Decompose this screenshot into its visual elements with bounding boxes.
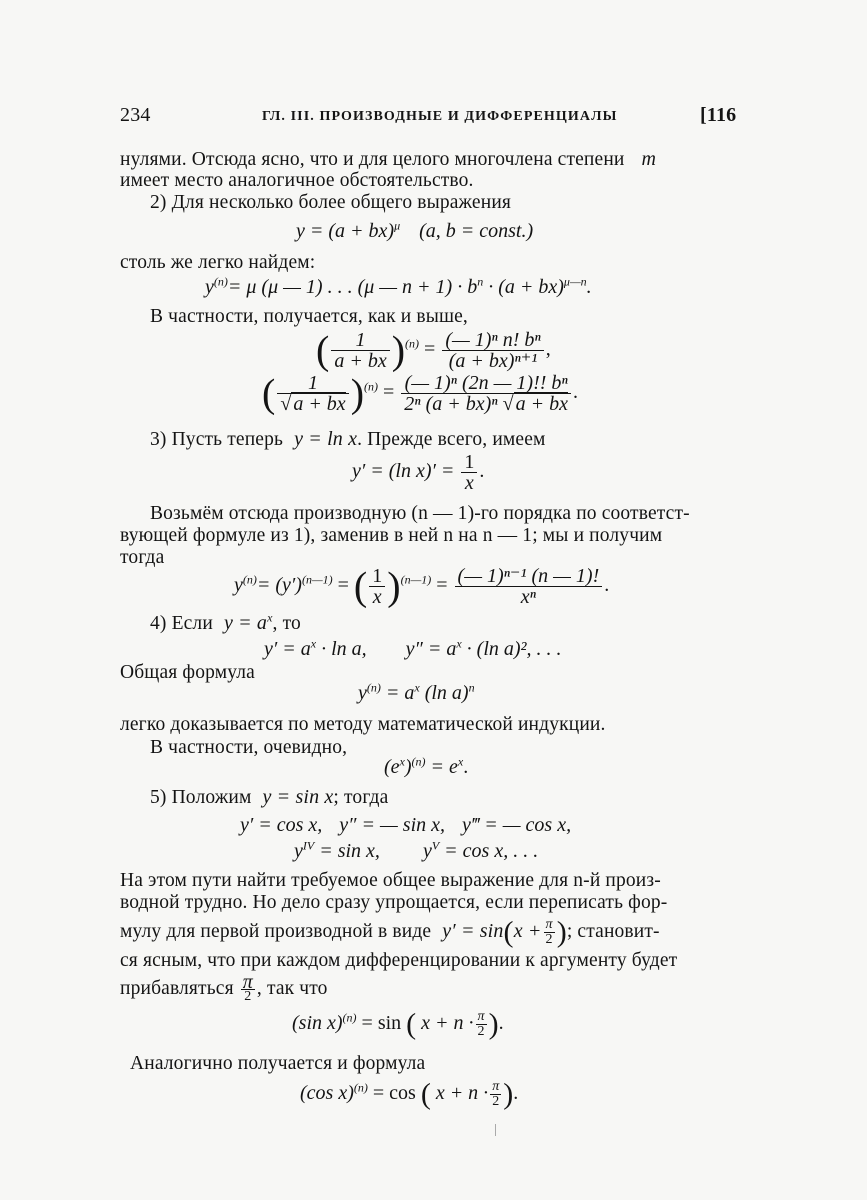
text-span: ; становит- xyxy=(566,921,660,943)
formula-exp: (n) xyxy=(353,1080,368,1095)
formula-exp: (n) xyxy=(213,274,228,289)
formula-exp: x xyxy=(399,754,405,769)
fraction-numerator: (— 1)ⁿ (2n — 1)!! bⁿ xyxy=(401,373,571,394)
formula-text: = sin xyxy=(356,1012,402,1035)
fraction-denominator: x xyxy=(464,472,474,494)
formula-text: x + n · xyxy=(435,1082,489,1105)
formula-exp: (n) xyxy=(411,754,426,769)
formula-exp: x xyxy=(414,680,420,695)
formula-exp: x xyxy=(457,754,464,769)
formula-exp: n xyxy=(477,274,484,289)
formula-general-expression xyxy=(296,220,533,243)
formula-exp: (n—1) xyxy=(301,572,333,587)
formula-text: y = a xyxy=(223,612,268,634)
formula-exp: (n) xyxy=(366,680,381,695)
text-span: нулями. Отсюда ясно, что и для целого многочлена степени xyxy=(120,149,625,170)
fraction-numerator: 1 xyxy=(331,330,389,351)
fraction-denominator: xⁿ xyxy=(520,586,536,608)
text-line xyxy=(120,971,328,1004)
fraction-numerator: 1 xyxy=(277,373,348,394)
fraction-denominator: 2 xyxy=(545,932,553,947)
fraction-denominator: (a + bx)ⁿ⁺¹ xyxy=(448,350,538,372)
formula-exp: (n) xyxy=(364,379,379,394)
fraction-numerator: (— 1)ⁿ n! bⁿ xyxy=(442,330,543,351)
text-line: На этом пути найти требуемое общее выражение для n-й произ- xyxy=(120,870,661,891)
formula-e-nth-derivative: $(e^x)^{(n)} = e^x$. xyxy=(384,754,469,778)
formula-text: y xyxy=(205,276,214,298)
running-title: ГЛ. III. ПРОИЗВОДНЫЕ И ДИФФЕРЕНЦИАЛЫ xyxy=(262,109,618,124)
fraction-denominator: a + bx xyxy=(334,350,387,372)
formula-sin-derivatives-row2 xyxy=(294,840,538,863)
formula-nth-derivative-power: $y^{(n)}= \mu$ (μ — 1) . . . (μ — $n + 1) \cdot b^n \cdot (a + bx)^{\mu—n}$. xyxy=(205,274,592,298)
text-line: вующей формуле из 1), заменив в ней n на n — 1; мы и получим xyxy=(120,525,663,546)
text-span: ; тогда xyxy=(333,787,389,808)
formula-inline: y = ln x xyxy=(294,428,358,450)
text-line xyxy=(150,786,388,809)
formula-text: = (y′) xyxy=(256,574,302,597)
text-line: 2) Для несколько более общего выражения xyxy=(150,192,512,213)
fraction-denominator: 2 xyxy=(477,1024,485,1039)
formula-inline: y′ = sin(x + $\frac{\pi}{2}$ ) xyxy=(442,915,567,949)
fraction-denominator: 2 xyxy=(244,989,252,1004)
text-line xyxy=(150,428,546,451)
formula-exp: x xyxy=(310,636,317,651)
var-m: m xyxy=(641,148,657,170)
formula-text: y xyxy=(422,840,432,862)
formula-text: = cos x, . . . xyxy=(439,840,539,862)
formula-text: y xyxy=(358,682,367,704)
formula-inline xyxy=(224,612,273,634)
formula-text: = μ (μ — 1) . . . (μ — n + 1) · b xyxy=(227,276,478,298)
formula-exp: (n) xyxy=(242,572,257,587)
formula-exp: n xyxy=(468,680,475,695)
text-span: , так что xyxy=(256,977,328,999)
formula-text: · (a + bx) xyxy=(483,276,564,298)
fraction-numerator: π xyxy=(492,1079,500,1094)
text-line: имеет место аналогичное обстоятельство. xyxy=(120,170,474,191)
formula-exp: V xyxy=(431,838,440,853)
formula-reciprocal-derivative: ( $\frac{1}{a + bx}$ )$^{(n)}$ = $\frac{\text{(— 1)ⁿ n! bⁿ}}{\text{(a + bx)ⁿ⁺¹}}$ , xyxy=(316,327,551,373)
formula-exp: x xyxy=(456,636,462,651)
text-line: столь же легко найдем: xyxy=(120,252,316,273)
fraction-numerator: (— 1)ⁿ⁻¹ (n — 1)! xyxy=(455,566,603,587)
formula-exp: (n) xyxy=(405,336,420,351)
fraction-denominator: 2 xyxy=(492,1094,500,1109)
text-line: водной трудно. Но дело сразу упрощается, если переписать фор- xyxy=(120,892,668,913)
formula-exp: (n—1) xyxy=(400,572,432,587)
formula-exp: IV xyxy=(302,838,315,853)
formula-text: · ln a, xyxy=(316,638,367,660)
formula-text: (cos x) xyxy=(300,1082,354,1105)
formula-cos-nth-derivative: (cos x)$^{(n)}$ = cos ( x + n · $\frac{\pi}{2}$ ). xyxy=(300,1077,519,1111)
formula-text: = a xyxy=(380,682,415,704)
formula-inverse-sqrt-derivative: ( $\frac{1}{√ a + bx}$ )$^{(n)}$ = $\frac{\text{(— 1)ⁿ (2n — 1)!! bⁿ}}{\text{2ⁿ (a + bx)ⁿ √ a + bx}}$ . xyxy=(262,370,578,416)
text-line: Общая формула xyxy=(120,662,255,683)
formula-text: y″ = a xyxy=(405,638,457,660)
formula-text: y = (a + bx) xyxy=(296,220,395,242)
formula-sin-nth-derivative: (sin x)$^{(n)}$ = sin ( x + n · $\frac{\pi}{2}$ ). xyxy=(292,1007,504,1041)
formula-text: = cos xyxy=(367,1082,416,1105)
text-line xyxy=(120,915,660,949)
formula-text: x + xyxy=(513,920,542,943)
text-span: , то xyxy=(272,613,301,634)
fraction-numerator: π xyxy=(242,971,253,993)
text-span: прибавляться xyxy=(120,977,234,999)
formula-exp: μ xyxy=(394,218,401,233)
formula-text: (e xyxy=(384,756,400,778)
fraction-denominator: 2ⁿ (a + bx)ⁿ xyxy=(404,393,498,415)
text-span: . Прежде всего, имеем xyxy=(357,429,546,450)
formula-log-derivative: y′ = (ln x)′ = $\frac{1}{x}$ . xyxy=(352,451,485,494)
text-line: тогда xyxy=(120,547,165,568)
fraction-numerator: π xyxy=(477,1009,485,1024)
fraction-numerator: 1 xyxy=(461,452,477,473)
formula-text: y′ = sin xyxy=(442,920,504,943)
formula-text: y′ = a xyxy=(264,638,311,660)
text-line xyxy=(120,148,656,171)
formula-text: = sin x, xyxy=(314,840,380,862)
formula-exp: x xyxy=(267,610,273,625)
formula-exp: μ—n xyxy=(563,274,587,289)
fraction-numerator: π xyxy=(545,917,553,932)
sqrt-radicand: a + bx xyxy=(293,393,346,415)
formula-inline: y = sin x xyxy=(262,786,334,808)
formula-text: x + n · xyxy=(421,1012,474,1035)
formula-sin-derivatives-row1 xyxy=(240,814,571,837)
formula-text: ) xyxy=(404,756,412,778)
formula-text: y″ = — sin x, xyxy=(339,814,445,836)
text-span: 5) Положим xyxy=(150,787,252,808)
formula-log-nth-derivative: $y^{(n)}= (y')^{(n—1)}$ = ( $\frac{1}{x}$ )$^{(n—1)}$ = $\frac{\text{(— 1)ⁿ⁻¹ (n — 1)!}}{\text{xⁿ}}$ . xyxy=(234,563,610,609)
formula-exp: (n) xyxy=(342,1010,357,1025)
text-line: Аналогично получается и формула xyxy=(130,1053,426,1074)
text-line: В частности, очевидно, xyxy=(150,737,348,758)
formula-text: · (ln a)², . . . xyxy=(461,638,562,660)
scan-speck xyxy=(495,1124,496,1136)
formula-text: y xyxy=(234,574,243,597)
fraction-denominator: x xyxy=(372,586,382,608)
formula-text: y xyxy=(294,840,303,862)
section-number: [116 xyxy=(700,104,737,126)
text-span: 3) Пусть теперь xyxy=(150,429,284,450)
formula-exp-nth-derivative xyxy=(358,682,475,705)
text-line: В частности, получается, как и выше, xyxy=(150,306,468,327)
formula-exp-first-derivatives xyxy=(264,638,562,661)
text-span: 4) Если xyxy=(150,613,213,634)
formula-text: y′ = (ln x)′ = xyxy=(352,460,455,483)
formula-text: (ln a) xyxy=(419,682,469,704)
page-number: 234 xyxy=(120,104,151,126)
formula-condition: (a, b = const.) xyxy=(419,220,534,242)
formula-text: = e xyxy=(425,756,458,778)
text-line xyxy=(150,612,301,635)
text-span: мулу для первой производной в виде xyxy=(120,921,432,943)
text-line: ся ясным, что при каждом дифференцировании к аргументу будет xyxy=(120,950,678,971)
formula-text: y‴ = — cos x, xyxy=(462,814,572,836)
sqrt-radicand: a + bx xyxy=(515,393,568,415)
text-line: Возьмём отсюда производную (n — 1)-го порядка по соответст- xyxy=(150,503,690,524)
text-line: легко доказывается по методу математической индукции. xyxy=(120,714,606,735)
formula-text: (sin x) xyxy=(292,1012,343,1035)
formula-text: y′ = cos x, xyxy=(240,814,323,836)
fraction-numerator: 1 xyxy=(369,566,385,587)
pi-over-two xyxy=(241,971,255,1004)
